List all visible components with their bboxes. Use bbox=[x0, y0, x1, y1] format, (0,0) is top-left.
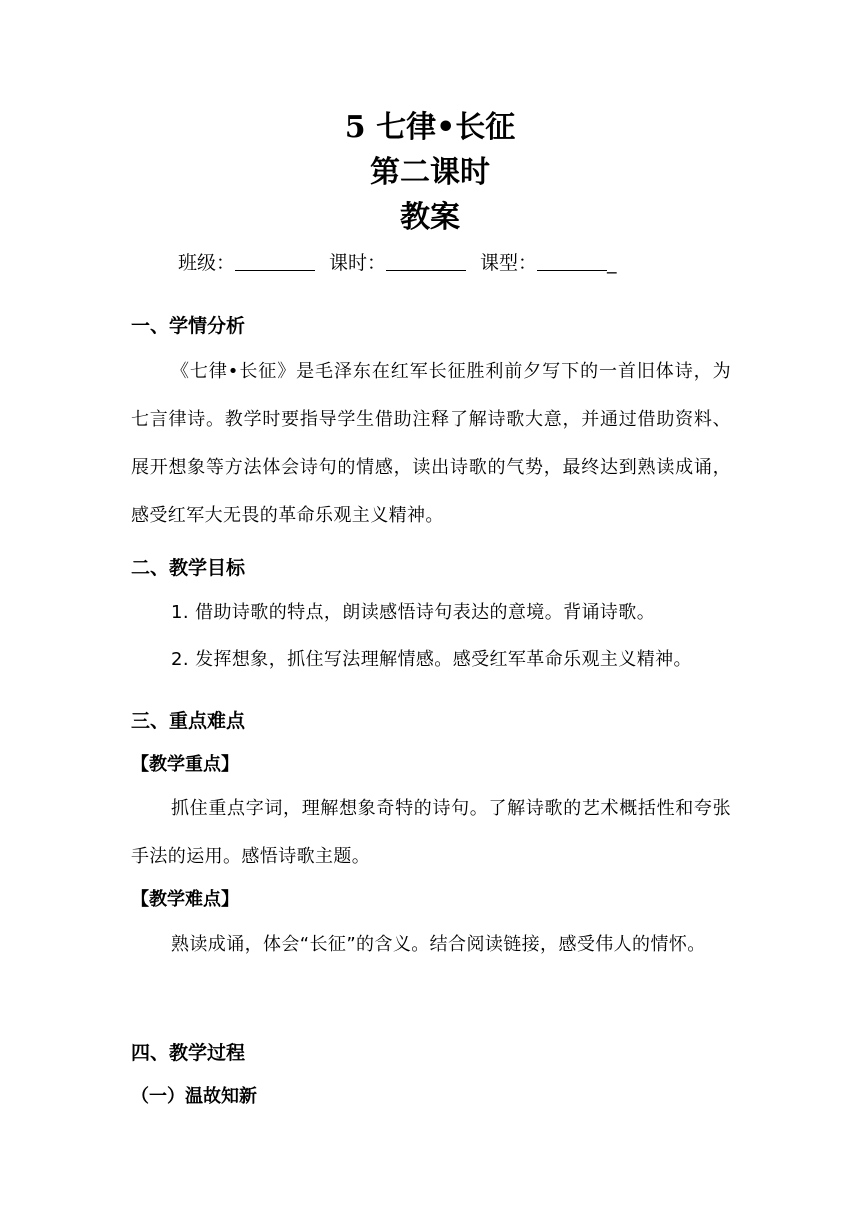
period-blank bbox=[386, 248, 466, 271]
difficulties-paragraph: 熟读成诵，体会“长征”的含义。结合阅读链接，感受伟人的情怀。 bbox=[171, 934, 706, 955]
objective-item-2: 2. 发挥想象，抓住写法理解情感。感受红军革命乐观主义精神。 bbox=[171, 649, 692, 670]
analysis-paragraph: 《七律•长征》是毛泽东在红军长征胜利前夕写下的一首旧体诗，为七言律诗。教学时要指导学生借助注释了解诗歌大意，并通过借助资料、展开想象等方法体会诗句的情感，读出诗歌的气势，最终达到熟读成诵，感受红军大无畏的革命乐观主义精神。 bbox=[131, 361, 731, 526]
type-label: 课型： bbox=[480, 252, 538, 274]
lesson-title: 5 七律•长征 bbox=[344, 110, 516, 145]
lesson-period-title: 第二课时 bbox=[370, 155, 490, 190]
process-subheading-review: （一）温故知新 bbox=[131, 1086, 257, 1107]
objective-item-1: 1. 借助诗歌的特点，朗读感悟诗句表达的意境。背诵诗歌。 bbox=[171, 602, 656, 623]
section-heading-objectives: 二、教学目标 bbox=[131, 557, 246, 579]
difficulties-label: 【教学难点】 bbox=[131, 889, 239, 910]
type-blank bbox=[537, 248, 607, 271]
section-heading-key-points: 三、重点难点 bbox=[131, 710, 246, 732]
section-heading-process: 四、教学过程 bbox=[131, 1042, 246, 1064]
period-label: 课时： bbox=[329, 252, 387, 274]
class-blank bbox=[235, 248, 315, 271]
type-tail: _ bbox=[607, 252, 617, 274]
key-points-paragraph: 抓住重点字词，理解想象奇特的诗句。了解诗歌的艺术概括性和夸张手法的运用。感悟诗歌主题。 bbox=[131, 798, 731, 867]
lesson-doc-type-title: 教案 bbox=[400, 200, 460, 235]
section-heading-analysis: 一、学情分析 bbox=[131, 315, 246, 337]
class-label: 班级： bbox=[178, 252, 236, 274]
key-points-label: 【教学重点】 bbox=[131, 754, 239, 775]
info-line bbox=[178, 248, 617, 277]
